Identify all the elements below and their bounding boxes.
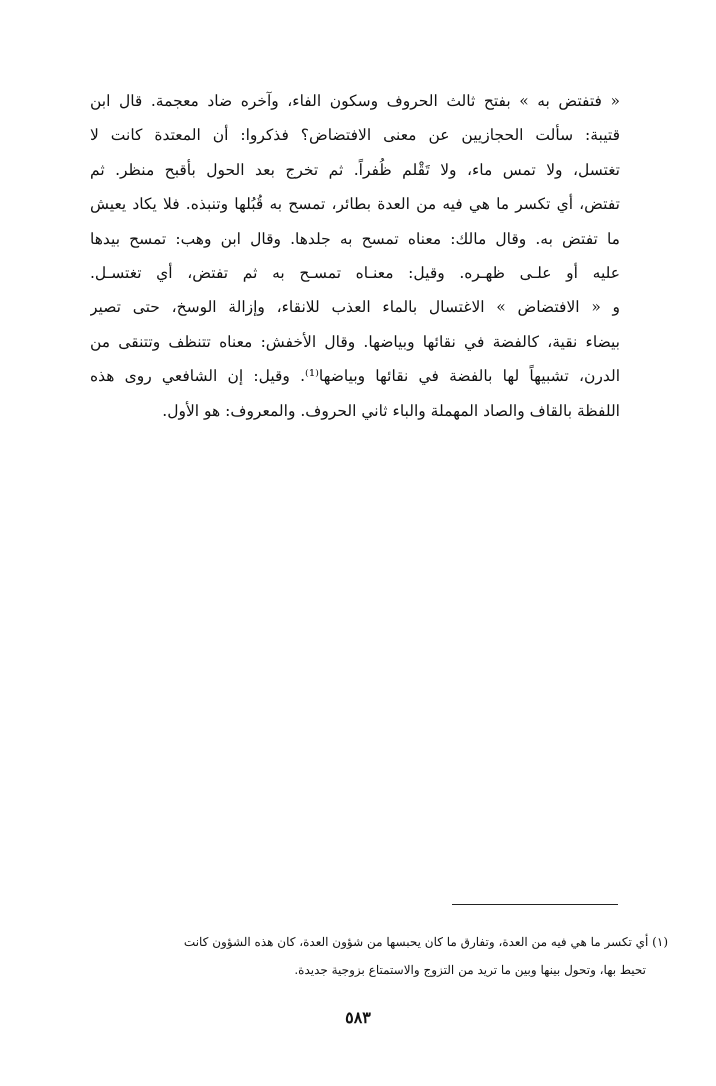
- text-line: الدرن، تشبيهاً لها بالفضة في نقائها وبياضها⁽¹⁾. وقيل: إن الشافعي روى هذه: [90, 367, 620, 386]
- text-line: عليه أو علـى ظهـره. وقيل: معنـاه تمسـح به ثم تفتض، أي تغتسـل.: [90, 263, 620, 282]
- text-line-last: اللفظة بالقاف والصاد المهملة والباء ثاني الحروف. والمعروف: هو الأول.: [162, 401, 620, 420]
- text-line: بيضاء نقية، كالفضة في نقائها وبياضها. وقال الأخفش: معناه تتنظف وتتنقى من: [90, 332, 620, 351]
- text-line: قتيبة: سألت الحجازيين عن معنى الافتضاض؟ فذكروا: أن المعتدة كانت لا: [90, 126, 620, 145]
- page-number: ٥٨٣: [345, 1008, 371, 1027]
- text-line: ما تفتض به. وقال مالك: معناه تمسح به جلدها. وقال ابن وهب: تمسح بيدها: [90, 229, 620, 248]
- footnote-separator: [452, 904, 618, 905]
- footnote-line: تحيط بها، وتحول بينها وبين ما تريد من التزوج والاستمتاع بزوجية جديدة.: [294, 963, 646, 977]
- text-line: و « الافتضاض » الاغتسال بالماء العذب للانقاء، وإزالة الوسخ، حتى تصير: [90, 298, 620, 317]
- text-line: تغتسل، ولا تمس ماء، ولا تَقْلم ظُفراً. ثم تخرج بعد الحول بأقبح منظر. ثم: [90, 160, 620, 179]
- footnote-block: [96, 928, 668, 984]
- text-line: « فتفتض به » بفتح ثالث الحروف وسكون الفاء، وآخره ضاد معجمة. قال ابن: [90, 92, 620, 110]
- footnote-line: (١) أي تكسر ما هي فيه من العدة، وتفارق ما كان يحبسها من شؤون العدة، كان هذه الشؤون كانت: [183, 935, 668, 949]
- text-line: تفتض، أي تكسر ما هي فيه من العدة بطائر، تمسح به قُبُلها وتنبذه. فلا يكاد يعيش: [90, 195, 620, 214]
- main-text-block: [90, 84, 620, 428]
